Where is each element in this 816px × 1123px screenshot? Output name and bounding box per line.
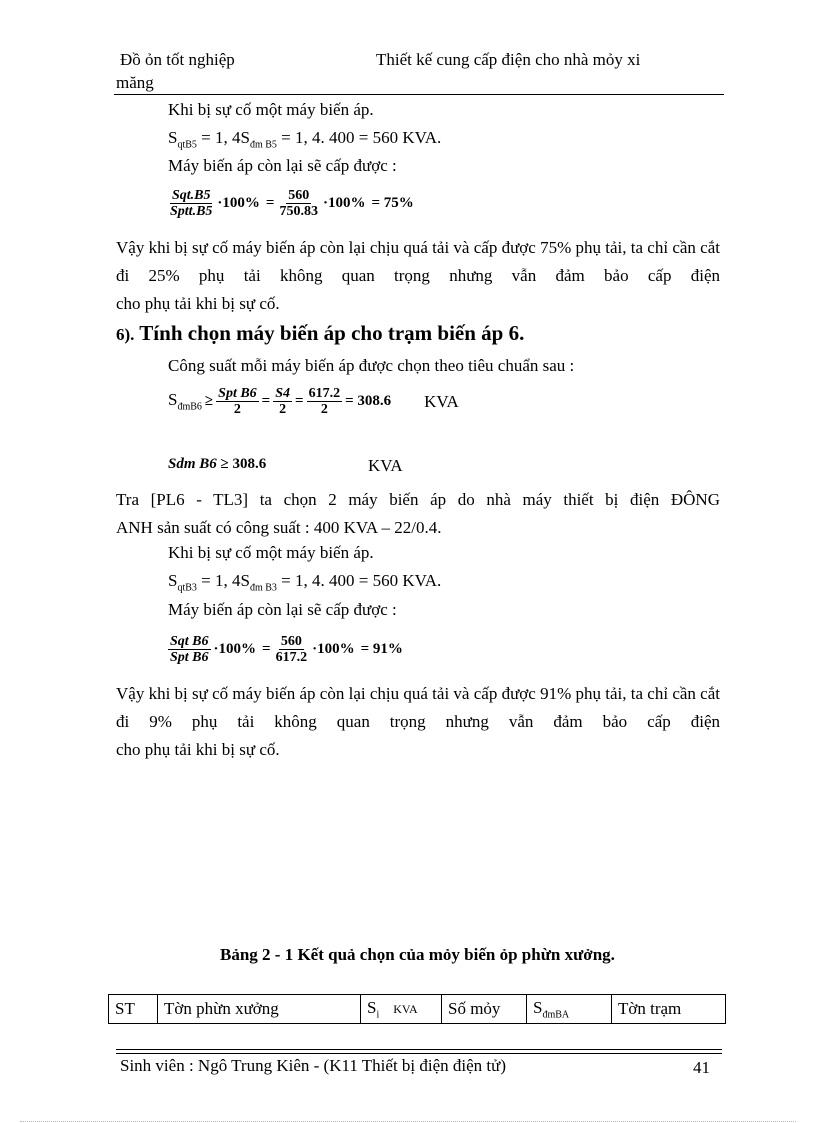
header-cell-station: Tờn trạm: [612, 995, 726, 1024]
header-cell-workshop: Tờn phừn xưởng: [158, 995, 361, 1024]
catalog-selection-paragraph-end: ANH sản suất có công suất : 400 KVA – 22/0.4.: [116, 518, 442, 537]
remaining-transformer-line-2: Máy biến áp còn lại sẽ cấp được :: [168, 600, 397, 619]
header-cell-power: $S_i$ KVA: [361, 995, 442, 1024]
header-right-title: Thiết kế cung cấp điện cho nhà mỏy xi: [376, 50, 641, 69]
footer-rule-bottom: [116, 1053, 722, 1054]
header-left-title: Đồ ỏn tốt nghiệp: [120, 50, 235, 69]
conclusion-paragraph-b5: Vậy khi bị sự cố máy biến áp còn lại chịu quá tải và cấp được 75% phụ tải, ta chỉ cần cắt đi 25% phụ tải không quan trọng nhưng vẫn đảm bảo cấp điện: [116, 238, 720, 285]
load-ratio-formula-b6: $\frac{\text{Sqt B6}}{\text{Spt B6}}$ ·100% = $\frac{560}{617.2}$ ·100% = 91%: [170, 634, 403, 665]
header-left-continuation: măng: [116, 73, 154, 92]
table-caption: Bảng 2 - 1 Kết quả chọn của mỏy biến ỏp phừn xưởng.: [220, 945, 615, 964]
conclusion-paragraph-b6-end: cho phụ tải khi bị sự cố.: [116, 740, 280, 759]
header-cell-count: Số mỏy: [442, 995, 527, 1024]
fault-line-1: Khi bị sự cố một máy biến áp.: [168, 100, 374, 119]
page-number: 41: [693, 1058, 710, 1077]
section-6-heading: 6). Tính chọn máy biến áp cho trạm biến áp 6.: [116, 321, 525, 345]
rated-power-formula-b6: $S_{đmB6}$ ≥ $\frac{\text{Spt B6}}{2}$ = $\frac{S4}{2}$ = $\frac{617.2}{2}$ = 308.6 KVA: [168, 386, 459, 417]
conclusion-paragraph-b5-end: cho phụ tải khi bị sự cố.: [116, 294, 280, 313]
table-header-row: [109, 995, 726, 1024]
footer-rule-top: [116, 1049, 722, 1050]
load-ratio-formula-b5: $\frac{\text{Sqt.B5}}{\text{Sptt.B5}}$ ·100% = $\frac{560}{750.83}$ ·100% = 75%: [170, 188, 414, 219]
transformer-results-table: [108, 994, 726, 1024]
header-rule: [114, 94, 724, 95]
overload-formula-b5: $S_{qtB5} = 1$, $4S_{đm B5} = 1$, 4. 400 = 560 KVA.: [168, 128, 442, 151]
catalog-selection-paragraph: Tra [PL6 - TL3] ta chọn 2 máy biến áp do nhà máy thiết bị điện ĐÔNG: [116, 490, 720, 509]
header-cell-index: ST: [109, 995, 158, 1024]
fault-line-2: Khi bị sự cố một máy biến áp.: [168, 543, 374, 562]
remaining-transformer-line: Máy biến áp còn lại sẽ cấp được :: [168, 156, 397, 175]
page-edge: [20, 1121, 796, 1122]
conclusion-paragraph-b6: Vậy khi bị sự cố máy biến áp còn lại chịu quá tải và cấp được 91% phụ tải, ta chỉ cần cắt đi 9% phụ tải không quan trọng nhưng vẫn đảm bảo cấp điện: [116, 684, 720, 731]
overload-formula-b3: $S_{qtB3} = 1$, $4S_{đm B3} = 1$, 4. 400 = 560 KVA.: [168, 571, 442, 594]
selection-criteria-line: Công suất mỗi máy biến áp được chọn theo tiêu chuẩn sau :: [168, 356, 575, 375]
rated-power-unit: KVA: [368, 456, 403, 475]
footer-student: Sinh viên : Ngô Trung Kiên - (K11 Thiết bị điện điện tử): [120, 1056, 507, 1075]
rated-power-inequality-b6: Sdm B6 ≥ 308.6: [168, 456, 267, 472]
header-cell-rated-power: $S_{đmBA}$: [527, 995, 612, 1024]
